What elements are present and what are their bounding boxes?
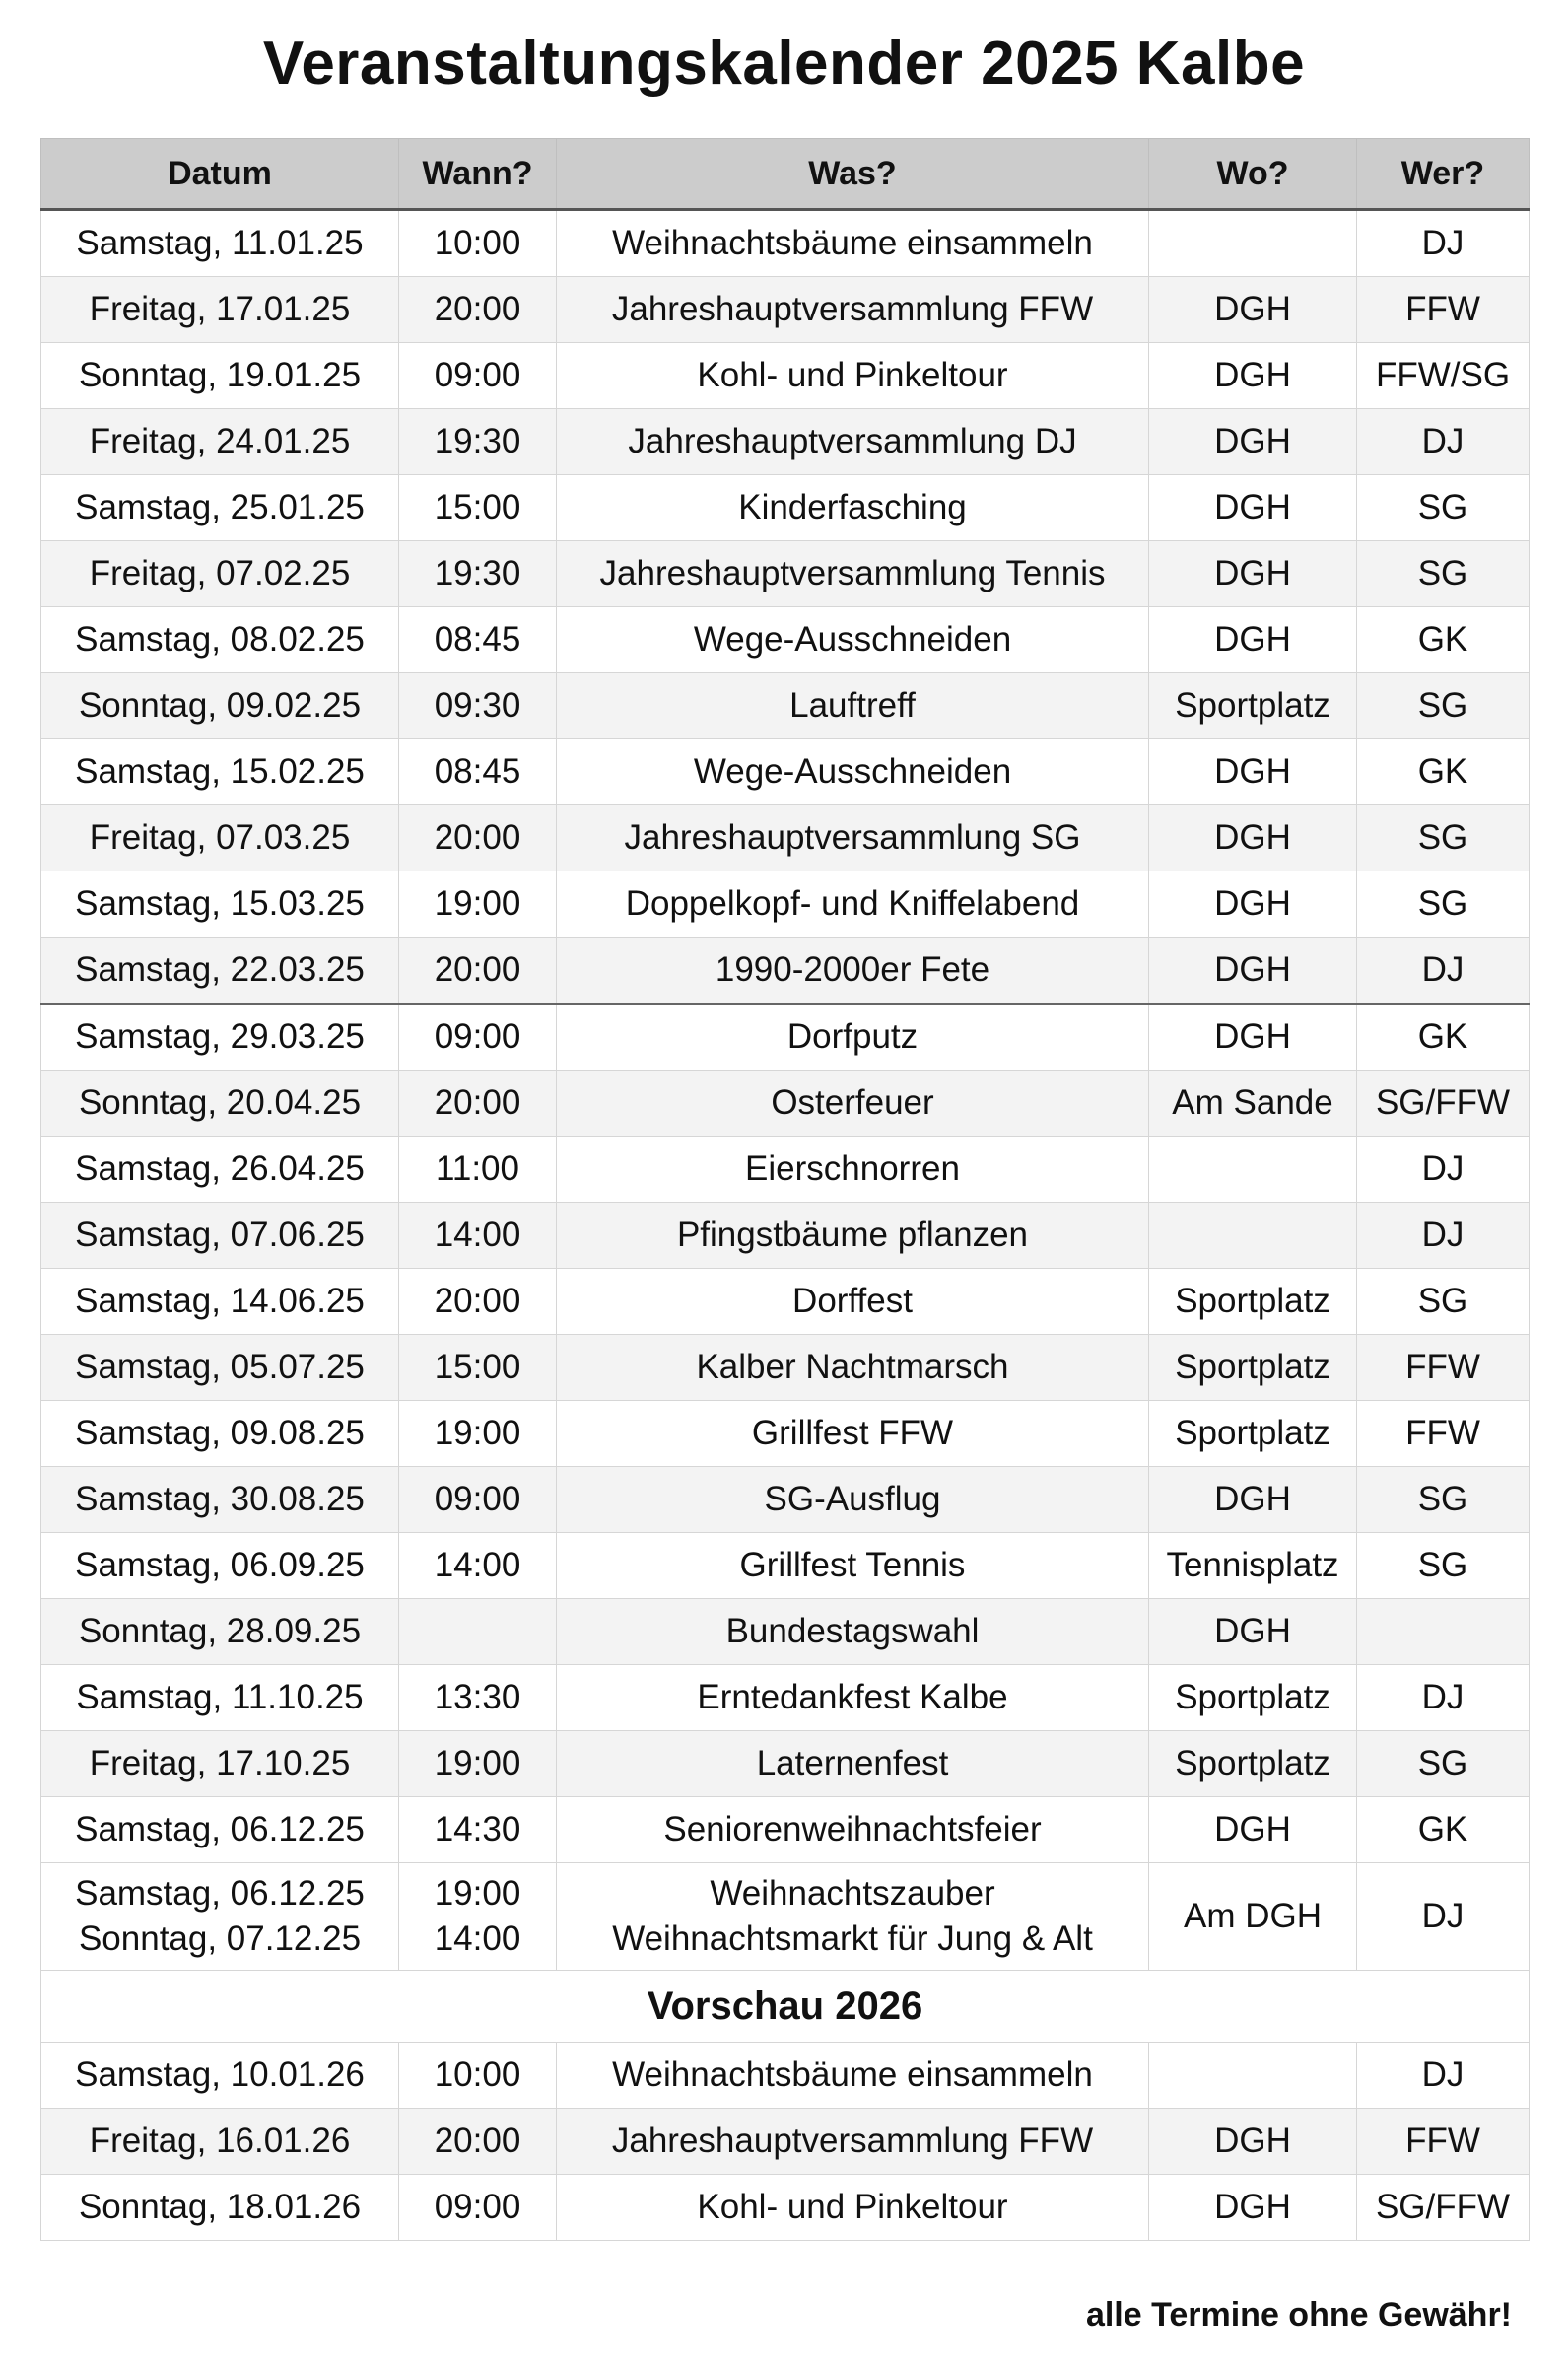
cell-was: Jahreshauptversammlung FFW	[557, 2109, 1149, 2175]
cell-datum: Samstag, 29.03.25	[41, 1004, 399, 1071]
cell-wann: 15:00	[399, 475, 557, 541]
cell-datum: Freitag, 07.02.25	[41, 541, 399, 607]
cell-wer: DJ	[1357, 2043, 1530, 2109]
table-row	[41, 1137, 1530, 1203]
cell-datum	[41, 1863, 399, 1971]
cell-was: Dorffest	[557, 1269, 1149, 1335]
table-row	[41, 1863, 1530, 1971]
table-row	[41, 1599, 1530, 1665]
cell-wann: 20:00	[399, 1269, 557, 1335]
cell-wann: 20:00	[399, 277, 557, 343]
cell-wann: 10:00	[399, 2043, 557, 2109]
table-row	[41, 938, 1530, 1005]
cell-was: Jahreshauptversammlung FFW	[557, 277, 1149, 343]
column-header-wer: Wer?	[1357, 139, 1530, 210]
cell-datum: Samstag, 14.06.25	[41, 1269, 399, 1335]
preview-heading-row	[41, 1971, 1530, 2043]
cell-wann: 10:00	[399, 210, 557, 277]
cell-datum: Samstag, 05.07.25	[41, 1335, 399, 1401]
cell-datum-line: Sonntag, 07.12.25	[78, 1919, 362, 1958]
table-row	[41, 1269, 1530, 1335]
cell-wer: FFW	[1357, 1401, 1530, 1467]
cell-wann: 20:00	[399, 2109, 557, 2175]
cell-wer: SG	[1357, 871, 1530, 938]
cell-wer: DJ	[1357, 210, 1530, 277]
cell-wer: DJ	[1357, 409, 1530, 475]
cell-wer	[1357, 1599, 1530, 1665]
cell-wer: GK	[1357, 607, 1530, 673]
cell-wer: FFW/SG	[1357, 343, 1530, 409]
cell-datum: Samstag, 26.04.25	[41, 1137, 399, 1203]
cell-wo: DGH	[1149, 409, 1357, 475]
cell-datum: Samstag, 11.10.25	[41, 1665, 399, 1731]
cell-was: Weihnachtsbäume einsammeln	[557, 2043, 1149, 2109]
table-row	[41, 2043, 1530, 2109]
cell-wann: 20:00	[399, 1071, 557, 1137]
table-row	[41, 409, 1530, 475]
cell-wann: 19:00	[399, 871, 557, 938]
cell-wer: DJ	[1357, 1863, 1530, 1971]
table-row	[41, 739, 1530, 805]
cell-was: Grillfest FFW	[557, 1401, 1149, 1467]
cell-datum: Sonntag, 28.09.25	[41, 1599, 399, 1665]
cell-wo: DGH	[1149, 1797, 1357, 1863]
cell-datum: Samstag, 06.12.25	[41, 1797, 399, 1863]
table-row	[41, 2175, 1530, 2241]
cell-wann: 19:00	[399, 1731, 557, 1797]
cell-wo: DGH	[1149, 2109, 1357, 2175]
cell-wann: 11:00	[399, 1137, 557, 1203]
cell-wo: DGH	[1149, 1599, 1357, 1665]
cell-wo: Sportplatz	[1149, 1665, 1357, 1731]
table-row	[41, 805, 1530, 871]
cell-wo: DGH	[1149, 277, 1357, 343]
cell-was-line: Weihnachtsmarkt für Jung & Alt	[612, 1919, 1093, 1958]
cell-was: Doppelkopf- und Kniffelabend	[557, 871, 1149, 938]
cell-was: Wege-Ausschneiden	[557, 739, 1149, 805]
cell-was: 1990-2000er Fete	[557, 938, 1149, 1005]
cell-wer: DJ	[1357, 1137, 1530, 1203]
cell-wo: Sportplatz	[1149, 1731, 1357, 1797]
cell-datum: Freitag, 16.01.26	[41, 2109, 399, 2175]
cell-wo: DGH	[1149, 475, 1357, 541]
cell-wer: SG	[1357, 1467, 1530, 1533]
cell-was: Bundestagswahl	[557, 1599, 1149, 1665]
column-header-wann: Wann?	[399, 139, 557, 210]
cell-datum: Sonntag, 18.01.26	[41, 2175, 399, 2241]
cell-wo: Sportplatz	[1149, 1401, 1357, 1467]
table-row	[41, 1533, 1530, 1599]
table-row	[41, 1467, 1530, 1533]
cell-was: Kohl- und Pinkeltour	[557, 343, 1149, 409]
table-row	[41, 1203, 1530, 1269]
cell-wer: GK	[1357, 1004, 1530, 1071]
cell-datum: Samstag, 25.01.25	[41, 475, 399, 541]
cell-wer: SG	[1357, 1269, 1530, 1335]
cell-datum: Samstag, 22.03.25	[41, 938, 399, 1005]
table-row	[41, 541, 1530, 607]
cell-wer: SG	[1357, 805, 1530, 871]
cell-wo: DGH	[1149, 2175, 1357, 2241]
table-row	[41, 2109, 1530, 2175]
cell-datum: Freitag, 24.01.25	[41, 409, 399, 475]
cell-was: Laternenfest	[557, 1731, 1149, 1797]
cell-wer: GK	[1357, 739, 1530, 805]
cell-was: Pfingstbäume pflanzen	[557, 1203, 1149, 1269]
cell-was: Grillfest Tennis	[557, 1533, 1149, 1599]
cell-wo: Am DGH	[1149, 1863, 1357, 1971]
cell-wo: DGH	[1149, 1004, 1357, 1071]
cell-wo: DGH	[1149, 938, 1357, 1005]
cell-wer: SG	[1357, 1533, 1530, 1599]
cell-was: Kinderfasching	[557, 475, 1149, 541]
cell-was: Kohl- und Pinkeltour	[557, 2175, 1149, 2241]
table-row	[41, 871, 1530, 938]
table-row	[41, 607, 1530, 673]
cell-wer: SG	[1357, 541, 1530, 607]
cell-was: Jahreshauptversammlung Tennis	[557, 541, 1149, 607]
cell-wo: DGH	[1149, 871, 1357, 938]
cell-datum: Freitag, 17.10.25	[41, 1731, 399, 1797]
cell-wer: SG	[1357, 673, 1530, 739]
event-rows	[41, 210, 1530, 1863]
cell-wer: GK	[1357, 1797, 1530, 1863]
cell-wann: 19:30	[399, 409, 557, 475]
cell-datum-line: Samstag, 06.12.25	[75, 1874, 365, 1913]
cell-wo	[1149, 210, 1357, 277]
column-header-datum: Datum	[41, 139, 399, 210]
disclaimer-note: alle Termine ohne Gewähr!	[1085, 2296, 1512, 2334]
table-row	[41, 1665, 1530, 1731]
double-event-row-group	[41, 1863, 1530, 2043]
cell-wann: 19:30	[399, 541, 557, 607]
page-title: Veranstaltungskalender 2025 Kalbe	[262, 30, 1306, 98]
preview-event-rows	[41, 2043, 1530, 2241]
cell-datum: Samstag, 15.03.25	[41, 871, 399, 938]
cell-wann: 14:30	[399, 1797, 557, 1863]
cell-datum: Freitag, 17.01.25	[41, 277, 399, 343]
cell-was-line: Weihnachtszauber	[710, 1874, 995, 1913]
event-calendar-table	[40, 138, 1530, 2241]
cell-wer: SG/FFW	[1357, 1071, 1530, 1137]
column-header-wo: Wo?	[1149, 139, 1357, 210]
table-row	[41, 343, 1530, 409]
cell-was	[557, 1863, 1149, 1971]
cell-wann: 09:00	[399, 2175, 557, 2241]
cell-wo: Tennisplatz	[1149, 1533, 1357, 1599]
cell-wann: 13:30	[399, 1665, 557, 1731]
cell-wann: 15:00	[399, 1335, 557, 1401]
cell-wer: DJ	[1357, 938, 1530, 1005]
cell-wer: FFW	[1357, 2109, 1530, 2175]
cell-wer: DJ	[1357, 1203, 1530, 1269]
column-header-was: Was?	[557, 139, 1149, 210]
cell-wo: Sportplatz	[1149, 673, 1357, 739]
cell-was: Dorfputz	[557, 1004, 1149, 1071]
cell-wann	[399, 1599, 557, 1665]
cell-wo	[1149, 1203, 1357, 1269]
cell-wo: Sportplatz	[1149, 1335, 1357, 1401]
table-row	[41, 1731, 1530, 1797]
cell-wer: FFW	[1357, 277, 1530, 343]
cell-was: Weihnachtsbäume einsammeln	[557, 210, 1149, 277]
cell-wer: SG	[1357, 1731, 1530, 1797]
cell-wann: 08:45	[399, 739, 557, 805]
cell-datum: Samstag, 11.01.25	[41, 210, 399, 277]
cell-datum: Sonntag, 09.02.25	[41, 673, 399, 739]
cell-wann-line: 19:00	[434, 1874, 521, 1913]
cell-wann-line: 14:00	[434, 1919, 521, 1958]
cell-datum: Samstag, 07.06.25	[41, 1203, 399, 1269]
cell-was: Lauftreff	[557, 673, 1149, 739]
cell-wann: 08:45	[399, 607, 557, 673]
cell-wer: SG/FFW	[1357, 2175, 1530, 2241]
cell-wann: 09:00	[399, 343, 557, 409]
cell-wann: 20:00	[399, 805, 557, 871]
cell-wo: DGH	[1149, 739, 1357, 805]
cell-was: Seniorenweihnachtsfeier	[557, 1797, 1149, 1863]
cell-wer: FFW	[1357, 1335, 1530, 1401]
cell-datum: Samstag, 09.08.25	[41, 1401, 399, 1467]
cell-wann: 19:00	[399, 1401, 557, 1467]
cell-was: Wege-Ausschneiden	[557, 607, 1149, 673]
cell-wann: 09:00	[399, 1004, 557, 1071]
table-row	[41, 210, 1530, 277]
cell-wer: SG	[1357, 475, 1530, 541]
table-row	[41, 1401, 1530, 1467]
table-row	[41, 1004, 1530, 1071]
cell-was: Kalber Nachtmarsch	[557, 1335, 1149, 1401]
table-header-row	[41, 139, 1530, 210]
cell-wann: 20:00	[399, 938, 557, 1005]
preview-heading: Vorschau 2026	[41, 1971, 1530, 2043]
cell-wo	[1149, 2043, 1357, 2109]
cell-wann: 09:00	[399, 1467, 557, 1533]
cell-wo: DGH	[1149, 343, 1357, 409]
cell-wann: 09:30	[399, 673, 557, 739]
cell-wo: Am Sande	[1149, 1071, 1357, 1137]
cell-wer: DJ	[1357, 1665, 1530, 1731]
table-row	[41, 475, 1530, 541]
cell-was: Jahreshauptversammlung DJ	[557, 409, 1149, 475]
table-row	[41, 1797, 1530, 1863]
cell-datum: Sonntag, 20.04.25	[41, 1071, 399, 1137]
table-row	[41, 673, 1530, 739]
cell-wo: DGH	[1149, 1467, 1357, 1533]
cell-datum: Samstag, 08.02.25	[41, 607, 399, 673]
cell-was: Jahreshauptversammlung SG	[557, 805, 1149, 871]
cell-was: SG-Ausflug	[557, 1467, 1149, 1533]
cell-wann	[399, 1863, 557, 1971]
table-row	[41, 277, 1530, 343]
cell-datum: Samstag, 10.01.26	[41, 2043, 399, 2109]
cell-was: Eierschnorren	[557, 1137, 1149, 1203]
cell-datum: Samstag, 30.08.25	[41, 1467, 399, 1533]
cell-datum: Samstag, 15.02.25	[41, 739, 399, 805]
cell-wo: DGH	[1149, 541, 1357, 607]
cell-was: Osterfeuer	[557, 1071, 1149, 1137]
cell-wann: 14:00	[399, 1203, 557, 1269]
cell-datum: Sonntag, 19.01.25	[41, 343, 399, 409]
cell-was: Erntedankfest Kalbe	[557, 1665, 1149, 1731]
cell-datum: Freitag, 07.03.25	[41, 805, 399, 871]
cell-wann: 14:00	[399, 1533, 557, 1599]
table-row	[41, 1335, 1530, 1401]
cell-wo: DGH	[1149, 607, 1357, 673]
cell-wo: Sportplatz	[1149, 1269, 1357, 1335]
cell-wo	[1149, 1137, 1357, 1203]
table-row	[41, 1071, 1530, 1137]
cell-wo: DGH	[1149, 805, 1357, 871]
cell-datum: Samstag, 06.09.25	[41, 1533, 399, 1599]
